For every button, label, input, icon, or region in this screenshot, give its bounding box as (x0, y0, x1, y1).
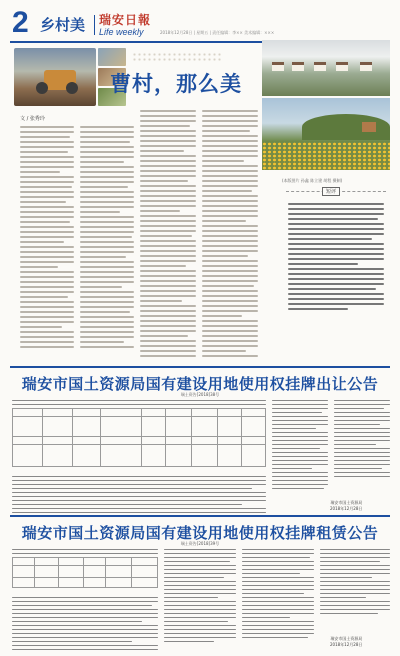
article-column-2 (80, 126, 134, 351)
mountain-houses-photo (262, 40, 390, 96)
decorative-dots (132, 52, 222, 62)
section-rule (10, 515, 390, 517)
article-byline: 文 / 张秀玲 (20, 116, 45, 122)
notice-title-lease: 瑞安市国土资源局国有建设用地使用权挂牌租赁公告 (21, 524, 379, 542)
review-box (284, 191, 386, 363)
village-photo-collage (262, 40, 390, 170)
tractor-photo (14, 48, 96, 106)
notice1-col-b (334, 400, 390, 480)
section-rule (10, 366, 390, 368)
article-column-4 (202, 110, 258, 360)
lease-table (12, 557, 158, 588)
section-title: 乡村美 (40, 16, 86, 34)
article-column-1 (20, 126, 74, 351)
review-text (288, 203, 384, 313)
masthead-divider (94, 15, 95, 35)
masthead (0, 0, 400, 44)
notice1-terms (12, 476, 266, 520)
feature-headline: 曹村，那么美 (110, 72, 242, 96)
notice2-terms-a (12, 597, 158, 653)
notice-number-lease: 瑞土资告[2018]39号 (180, 541, 220, 546)
tractor-icon (44, 70, 76, 90)
issue-meta: 2018年12月28日 | 星期五 | 责任编辑：李×× 美术编辑：××× (160, 30, 275, 35)
flower-field-photo (262, 98, 390, 170)
weekly-label: Life weekly (99, 27, 144, 37)
newspaper-logo: 瑞安日報 (99, 13, 152, 27)
signature-block-2: 瑞安市国土资源局 2018年12月28日 (330, 636, 363, 647)
page-number: 2 (12, 6, 29, 39)
review-tag: 短评 (322, 187, 340, 196)
signature-block-1: 瑞安市国土资源局 2018年12月28日 (330, 500, 363, 511)
notice1-col-a (272, 400, 328, 492)
notice2-col-b (242, 549, 314, 641)
article-column-3 (140, 110, 196, 360)
thumbnail (98, 48, 126, 66)
notice2-col-c (320, 549, 390, 617)
notice1-intro (12, 400, 266, 408)
notice-title-transfer: 瑞安市国土资源局国有建设用地使用权挂牌出让公告 (21, 375, 379, 393)
notice-number-transfer: 瑞土资告[2018]38号 (180, 392, 220, 397)
notice2-intro (12, 549, 158, 557)
notice2-col-a (164, 549, 236, 645)
photo-caption: (本版图片 孙鑫 陈立建 胡程 摄制) (282, 178, 343, 183)
transfer-table (12, 408, 266, 467)
